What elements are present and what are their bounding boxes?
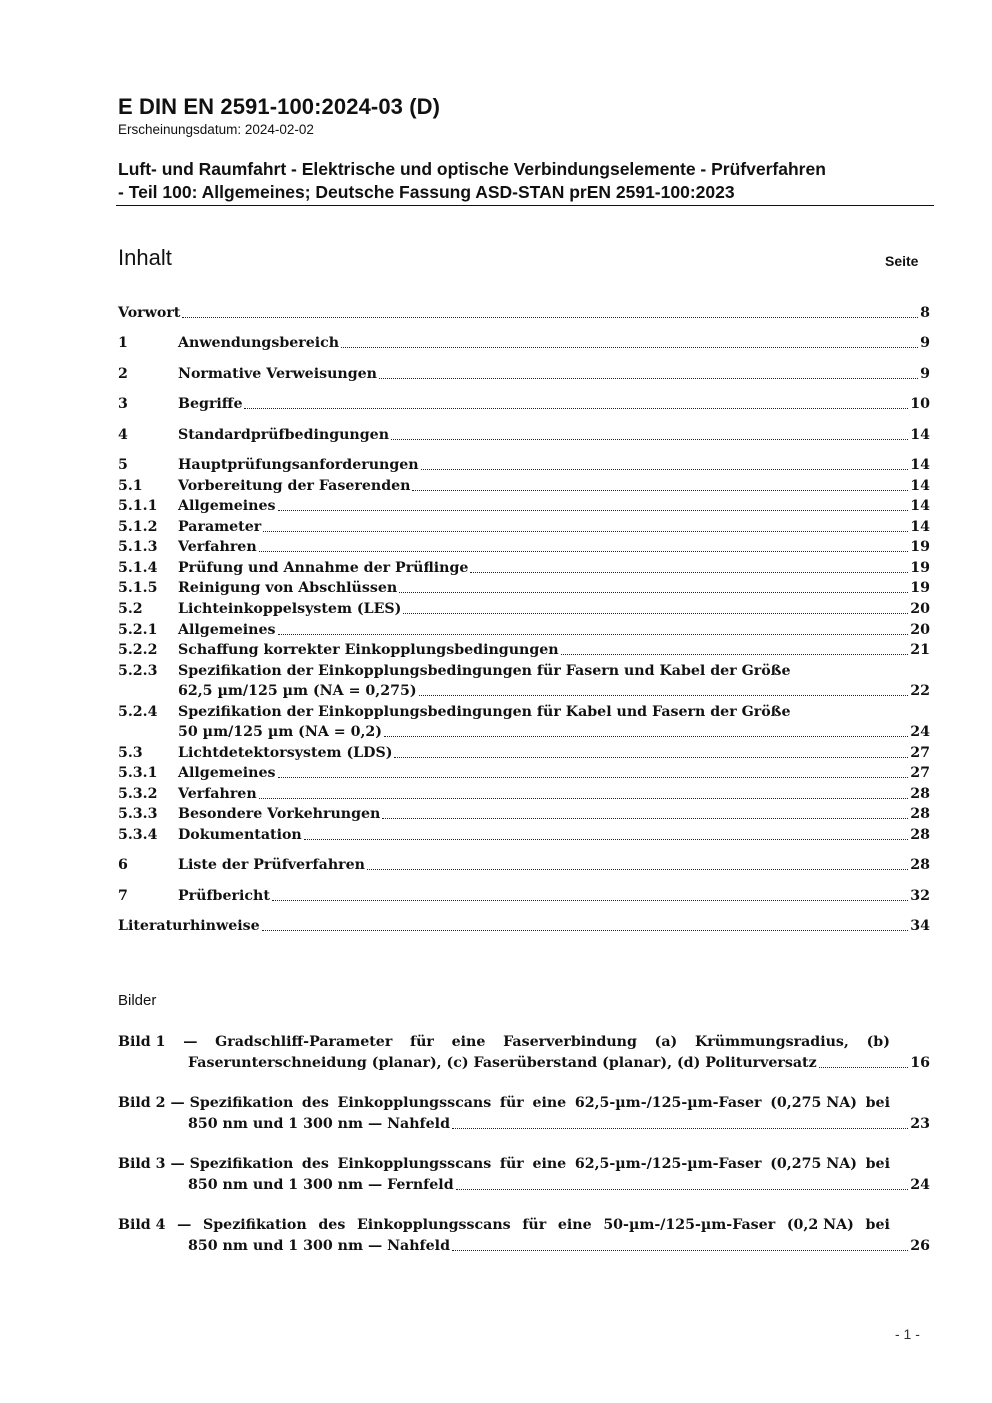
- toc-entry[interactable]: [118, 577, 930, 597]
- figure-entry-word: Bild 3 — Spezifikation: [118, 1156, 294, 1172]
- figure-entry-word: (0,2 NA): [786, 1217, 854, 1233]
- figure-entry-page: 24: [910, 1177, 930, 1193]
- toc-entry[interactable]: [118, 915, 930, 935]
- toc-entry-page: 20: [910, 601, 930, 617]
- figure-entry[interactable]: [118, 1093, 890, 1113]
- toc-leader-dots: [259, 551, 909, 552]
- toc-entry-page: 22: [910, 683, 930, 699]
- toc-entry-title: Verfahren: [178, 786, 257, 802]
- figure-entry-word: Bild 2 — Spezifikation: [118, 1095, 294, 1111]
- toc-entry-page: 14: [910, 498, 930, 514]
- toc-entry-number: 7: [118, 888, 128, 904]
- figure-entry-word: Einkopplungsscans: [356, 1217, 511, 1233]
- toc-entry-page: 19: [910, 539, 930, 555]
- toc-entry-number: 5.3.3: [118, 806, 158, 822]
- toc-leader-dots: [384, 736, 908, 737]
- figure-entry-word: —: [183, 1034, 198, 1050]
- toc-leader-dots: [259, 798, 909, 799]
- page-number: - 1 -: [895, 1326, 920, 1342]
- toc-entry-title: Normative Verweisungen: [178, 366, 377, 382]
- toc-entry-title: Besondere Vorkehrungen: [178, 806, 381, 822]
- toc-leader-dots: [272, 900, 908, 901]
- toc-entry[interactable]: [118, 454, 930, 474]
- toc-entry-number: 3: [118, 396, 128, 412]
- toc-entry-title: Lichteinkoppelsystem (LES): [178, 601, 402, 617]
- toc-entry-title: Prüfung und Annahme der Prüflinge: [178, 560, 469, 576]
- figure-entry-page: 26: [910, 1238, 930, 1254]
- toc-entry-title: Anwendungsbereich: [178, 335, 340, 351]
- toc-entry-page: 28: [910, 806, 930, 822]
- toc-leader-dots: [244, 408, 908, 409]
- figure-entry-word: Bild 1: [118, 1034, 166, 1050]
- toc-entry-title: Spezifikation der Einkopplungsbedingungen für Kabel und Fasern der Größe: [178, 704, 791, 720]
- toc-leader-dots: [412, 490, 908, 491]
- toc-entry[interactable]: [118, 424, 930, 444]
- toc-leader-dots: [391, 439, 908, 440]
- figure-entry-page: 16: [910, 1055, 930, 1071]
- figure-entry-word: 62,5-µm-/125-µm-Faser: [574, 1095, 762, 1111]
- toc-leader-dots: [419, 695, 909, 696]
- toc-entry[interactable]: [118, 854, 930, 874]
- figure-entry-word: des: [301, 1156, 329, 1172]
- figure-entry-word: Krümmungsradius,: [694, 1034, 849, 1050]
- toc-entry-title: Verfahren: [178, 539, 257, 555]
- toc-leader-dots: [399, 592, 908, 593]
- toc-entry[interactable]: [118, 363, 930, 383]
- toc-leader-dots: [403, 613, 908, 614]
- figures-heading: Bilder: [118, 992, 157, 1009]
- toc-entry-page: 20: [910, 622, 930, 638]
- figure-leader-dots: [452, 1128, 908, 1129]
- toc-entry[interactable]: [118, 619, 930, 639]
- toc-entry[interactable]: [118, 495, 930, 515]
- publication-date: Erscheinungsdatum: 2024-02-02: [118, 122, 314, 137]
- figure-entry-word: bei: [865, 1156, 890, 1172]
- toc-entry-title: Prüfbericht: [178, 888, 270, 904]
- toc-entry-page: 34: [910, 918, 930, 934]
- toc-entry-number: 5.1.3: [118, 539, 158, 555]
- figure-entry[interactable]: [118, 1215, 890, 1235]
- toc-entry[interactable]: [118, 332, 930, 352]
- toc-entry-page: 28: [910, 827, 930, 843]
- toc-leader-dots: [182, 317, 918, 318]
- figure-entry-word: Bild 4: [118, 1217, 166, 1233]
- toc-entry-number: 5.1.2: [118, 519, 158, 535]
- toc-leader-dots: [278, 634, 909, 635]
- figure-entry-continuation[interactable]: [188, 1052, 930, 1072]
- toc-entry[interactable]: [118, 885, 930, 905]
- document-title: [118, 158, 933, 204]
- toc-entry-page: 10: [910, 396, 930, 412]
- toc-leader-dots: [278, 777, 909, 778]
- toc-entry-title: Vorbereitung der Faserenden: [178, 478, 411, 494]
- toc-entry-number: 5.3.4: [118, 827, 158, 843]
- figure-leader-dots: [819, 1067, 909, 1068]
- figure-entry-word: Spezifikation: [203, 1217, 307, 1233]
- toc-leader-dots: [379, 378, 918, 379]
- figure-entry-word: eine: [451, 1034, 486, 1050]
- title-line-2: - Teil 100: Allgemeines; Deutsche Fassung ASD-STAN prEN 2591-100:2023: [118, 182, 735, 202]
- toc-leader-dots: [278, 510, 909, 511]
- toc-entry[interactable]: [118, 824, 930, 844]
- toc-entry-continuation[interactable]: [118, 721, 930, 741]
- figure-entry-word: (a): [654, 1034, 678, 1050]
- figure-entry-word: (b): [866, 1034, 890, 1050]
- toc-entry[interactable]: [118, 516, 930, 536]
- toc-leader-dots: [304, 839, 909, 840]
- figure-entry-word: (0,275 NA): [770, 1156, 857, 1172]
- figure-entry-word: für: [499, 1095, 524, 1111]
- toc-entry-title: Allgemeines: [178, 498, 276, 514]
- toc-entry-number: 4: [118, 427, 128, 443]
- toc-entry-page: 24: [910, 724, 930, 740]
- toc-leader-dots: [421, 469, 909, 470]
- toc-entry-page: 14: [910, 427, 930, 443]
- toc-entry-number: 6: [118, 857, 128, 873]
- toc-entry-number: 5.3: [118, 745, 143, 761]
- toc-leader-dots: [263, 531, 908, 532]
- figure-entry[interactable]: [118, 1154, 890, 1174]
- toc-entry-page: 14: [910, 478, 930, 494]
- toc-entry-title: Vorwort: [118, 305, 181, 321]
- figure-entry-word: eine: [532, 1095, 567, 1111]
- toc-entry-title: Allgemeines: [178, 622, 276, 638]
- figure-entry-word: Einkopplungsscans: [337, 1095, 492, 1111]
- toc-entry-page: 9: [920, 366, 930, 382]
- toc-entry-title: Lichtdetektorsystem (LDS): [178, 745, 393, 761]
- toc-entry-title: Literaturhinweise: [118, 918, 260, 934]
- toc-entry-title: Spezifikation der Einkopplungsbedingungen für Fasern und Kabel der Größe: [178, 663, 791, 679]
- toc-leader-dots: [262, 930, 909, 931]
- toc-entry-number: 5.2: [118, 601, 143, 617]
- toc-entry-title-cont: 62,5 µm/125 µm (NA = 0,275): [178, 683, 417, 699]
- title-rule: [116, 205, 934, 206]
- toc-leader-dots: [341, 347, 918, 348]
- figure-entry-page: 23: [910, 1116, 930, 1132]
- toc-entry[interactable]: [118, 742, 930, 762]
- figure-entry-word: bei: [865, 1095, 890, 1111]
- figure-entry-word: 62,5-µm-/125-µm-Faser: [574, 1156, 762, 1172]
- toc-entry-number: 5.2.1: [118, 622, 158, 638]
- toc-entry-number: 5: [118, 457, 128, 473]
- toc-entry-page: 14: [910, 457, 930, 473]
- toc-entry[interactable]: [118, 639, 930, 659]
- toc-leader-dots: [561, 654, 909, 655]
- figure-entry-word: Einkopplungsscans: [337, 1156, 492, 1172]
- toc-entry-continuation[interactable]: [118, 680, 930, 700]
- toc-leader-dots: [394, 757, 908, 758]
- document-id: E DIN EN 2591-100:2024-03 (D): [118, 94, 441, 119]
- figure-entry-word: (0,275 NA): [770, 1095, 857, 1111]
- toc-entry-page: 19: [910, 580, 930, 596]
- toc-entry-title: Standardprüfbedingungen: [178, 427, 390, 443]
- toc-entry[interactable]: [118, 393, 930, 413]
- toc-entry-number: 5.1.5: [118, 580, 158, 596]
- toc-entry-number: 5.2.4: [118, 704, 158, 720]
- toc-entry-number: 5.2.3: [118, 663, 158, 679]
- toc-entry-title: Liste der Prüfverfahren: [178, 857, 365, 873]
- toc-entry-page: 19: [910, 560, 930, 576]
- figure-entry-word: eine: [532, 1156, 567, 1172]
- toc-entry-title: Dokumentation: [178, 827, 302, 843]
- toc-entry[interactable]: [118, 803, 930, 823]
- toc-entry-title-cont: 50 µm/125 µm (NA = 0,2): [178, 724, 383, 740]
- figure-entry-word: bei: [865, 1217, 890, 1233]
- toc-entry-page: 8: [920, 305, 930, 321]
- figure-entry-word: für: [499, 1156, 524, 1172]
- toc-entry-title: Allgemeines: [178, 765, 276, 781]
- toc-entry-number: 5.3.1: [118, 765, 158, 781]
- toc-entry-page: 21: [910, 642, 930, 658]
- toc-entry-title: Begriffe: [178, 396, 243, 412]
- figure-entry-word: des: [301, 1095, 329, 1111]
- toc-entry[interactable]: [118, 762, 930, 782]
- toc-entry[interactable]: [118, 557, 930, 577]
- figure-entry[interactable]: [118, 1032, 890, 1052]
- toc-entry-number: 5.1.1: [118, 498, 158, 514]
- toc-entry-title: Parameter: [178, 519, 262, 535]
- figure-entry-word: für: [522, 1217, 547, 1233]
- figure-leader-dots: [456, 1189, 909, 1190]
- figure-entry-word: Gradschliff-Parameter: [215, 1034, 393, 1050]
- toc-heading: Inhalt: [118, 245, 172, 270]
- toc-leader-dots: [367, 869, 908, 870]
- toc-entry-number: 5.2.2: [118, 642, 158, 658]
- figure-entry-word: für: [410, 1034, 434, 1050]
- figure-entry-title-cont: 850 nm und 1 300 nm — Fernfeld: [188, 1177, 454, 1193]
- toc-entry-page: 27: [910, 745, 930, 761]
- toc-entry-page: 28: [910, 786, 930, 802]
- toc-entry-page: 28: [910, 857, 930, 873]
- figure-entry-word: —: [177, 1217, 192, 1233]
- figure-entry-word: eine: [557, 1217, 592, 1233]
- toc-entry-page: 32: [910, 888, 930, 904]
- toc-entry[interactable]: [118, 660, 930, 680]
- figure-entry-continuation[interactable]: [188, 1235, 930, 1255]
- toc-page-column-label: Seite: [885, 253, 919, 269]
- toc-entry-title: Schaffung korrekter Einkopplungsbedingungen: [178, 642, 559, 658]
- toc-entry-number: 1: [118, 335, 128, 351]
- figure-leader-dots: [452, 1250, 908, 1251]
- figure-entry-word: Faserverbindung: [503, 1034, 637, 1050]
- toc-entry-title: Reinigung von Abschlüssen: [178, 580, 398, 596]
- toc-entry[interactable]: [118, 302, 930, 322]
- toc-entry-number: 5.1: [118, 478, 143, 494]
- figure-entry-title-cont: 850 nm und 1 300 nm — Nahfeld: [188, 1238, 450, 1254]
- toc-entry-number: 2: [118, 366, 128, 382]
- figure-entry-continuation[interactable]: [188, 1113, 930, 1133]
- toc-leader-dots: [470, 572, 908, 573]
- figure-entry-title-cont: 850 nm und 1 300 nm — Nahfeld: [188, 1116, 450, 1132]
- toc-entry[interactable]: [118, 783, 930, 803]
- toc-entry-number: 5.3.2: [118, 786, 158, 802]
- toc-entry[interactable]: [118, 475, 930, 495]
- toc-entry[interactable]: [118, 701, 930, 721]
- toc-entry[interactable]: [118, 598, 930, 618]
- figure-entry-word: 50-µm-/125-µm-Faser: [603, 1217, 776, 1233]
- toc-entry-page: 14: [910, 519, 930, 535]
- figure-entry-word: des: [318, 1217, 346, 1233]
- toc-entry[interactable]: [118, 536, 930, 556]
- figure-entry-continuation[interactable]: [188, 1174, 930, 1194]
- toc-entry-title: Hauptprüfungsanforderungen: [178, 457, 419, 473]
- toc-entry-number: 5.1.4: [118, 560, 158, 576]
- figure-entry-title-cont: Faserunterschneidung (planar), (c) Faserüberstand (planar), (d) Politurversatz: [188, 1055, 817, 1071]
- toc-leader-dots: [382, 818, 908, 819]
- title-line-1: Luft- und Raumfahrt - Elektrische und optische Verbindungselemente - Prüfverfahren: [118, 159, 826, 179]
- toc-entry-page: 9: [920, 335, 930, 351]
- toc-entry-page: 27: [910, 765, 930, 781]
